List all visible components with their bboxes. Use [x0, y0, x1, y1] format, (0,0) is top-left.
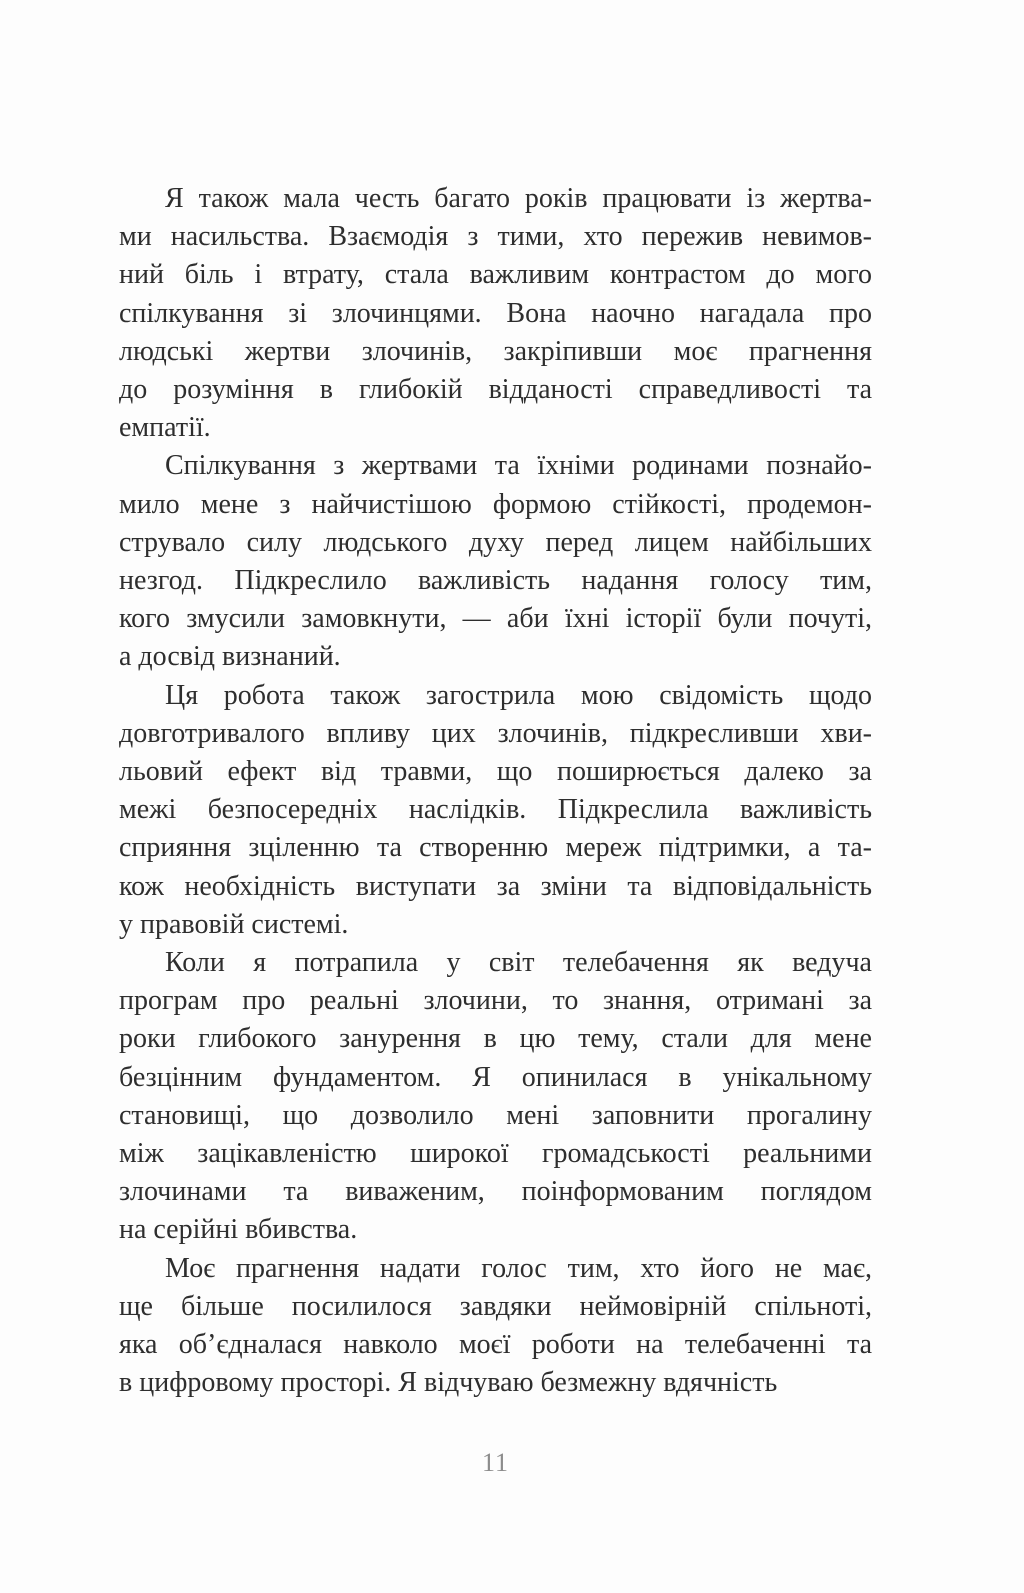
text-line: Я також мала честь багато років працювати із жертва-	[165, 183, 872, 214]
text-line: у правовій системі.	[119, 908, 349, 940]
text-line: ще більше посилилося завдяки неймовірній спільноті,	[119, 1290, 872, 1322]
text-line: кого змусили замовкнути, — аби їхні історії були почуті,	[119, 603, 872, 635]
text-line: кож необхідність виступати за зміни та відповідальність	[119, 870, 872, 902]
paragraph	[119, 944, 872, 1250]
text-block	[119, 180, 872, 1403]
text-line: до розуміння в глибокій відданості справедливості та	[119, 374, 872, 406]
text-line: мило мене з найчистішою формою стійкості, продемон-	[119, 488, 872, 520]
text-line: людські жертви злочинів, закріпивши моє прагнення	[119, 335, 872, 367]
text-line: в цифровому просторі. Я відчуваю безмежну вдячність	[119, 1367, 778, 1399]
page-number: 11	[481, 1448, 510, 1477]
text-line: спілкування зі злочинцями. Вона наочно нагадала про	[119, 297, 872, 329]
paragraph	[119, 447, 872, 676]
text-line: а досвід визнаний.	[119, 641, 341, 673]
paragraph	[119, 1250, 872, 1403]
text-line: льовий ефект від травми, що поширюється далеко за	[119, 756, 872, 788]
text-line: на серійні вбивства.	[119, 1214, 358, 1246]
text-line: між зацікавленістю широкої громадськості реальними	[119, 1138, 872, 1170]
text-line: Коли я потрапила у світ телебачення як ведуча	[165, 947, 872, 979]
text-line: яка об’єдналася навколо моєї роботи на телебаченні та	[119, 1329, 872, 1361]
paragraph	[119, 180, 872, 447]
text-line: ний біль і втрату, стала важливим контрастом до мого	[119, 259, 872, 291]
text-line: Ця робота також загострила мою свідомість щодо	[165, 679, 872, 711]
text-line: злочинами та виваженим, поінформованим поглядом	[119, 1176, 872, 1208]
text-line: струвало силу людського духу перед лицем найбільших	[119, 526, 872, 558]
text-line: Спілкування з жертвами та їхніми родинами познайо-	[165, 450, 872, 482]
text-line: ми насильства. Взаємодія з тими, хто пережив невимов-	[119, 221, 872, 253]
text-line: становищі, що дозволило мені заповнити прогалину	[119, 1099, 872, 1131]
paragraph	[119, 677, 872, 944]
text-line: безцінним фундаментом. Я опинилася в унікальному	[119, 1061, 872, 1093]
text-line: сприяння зціленню та створенню мереж підтримки, а та-	[119, 832, 872, 864]
text-line: довготривалого впливу цих злочинів, підкресливши хви-	[119, 717, 872, 749]
text-line: незгод. Підкреслило важливість надання голосу тим,	[119, 565, 872, 597]
text-line: емпатії.	[119, 412, 211, 444]
text-line: Моє прагнення надати голос тим, хто його не має,	[165, 1252, 872, 1284]
text-line: роки глибокого занурення в цю тему, стали для мене	[119, 1023, 872, 1055]
text-line: межі безпосередніх наслідків. Підкреслила важливість	[119, 794, 872, 826]
text-line: програм про реальні злочини, то знання, отримані за	[119, 985, 872, 1017]
